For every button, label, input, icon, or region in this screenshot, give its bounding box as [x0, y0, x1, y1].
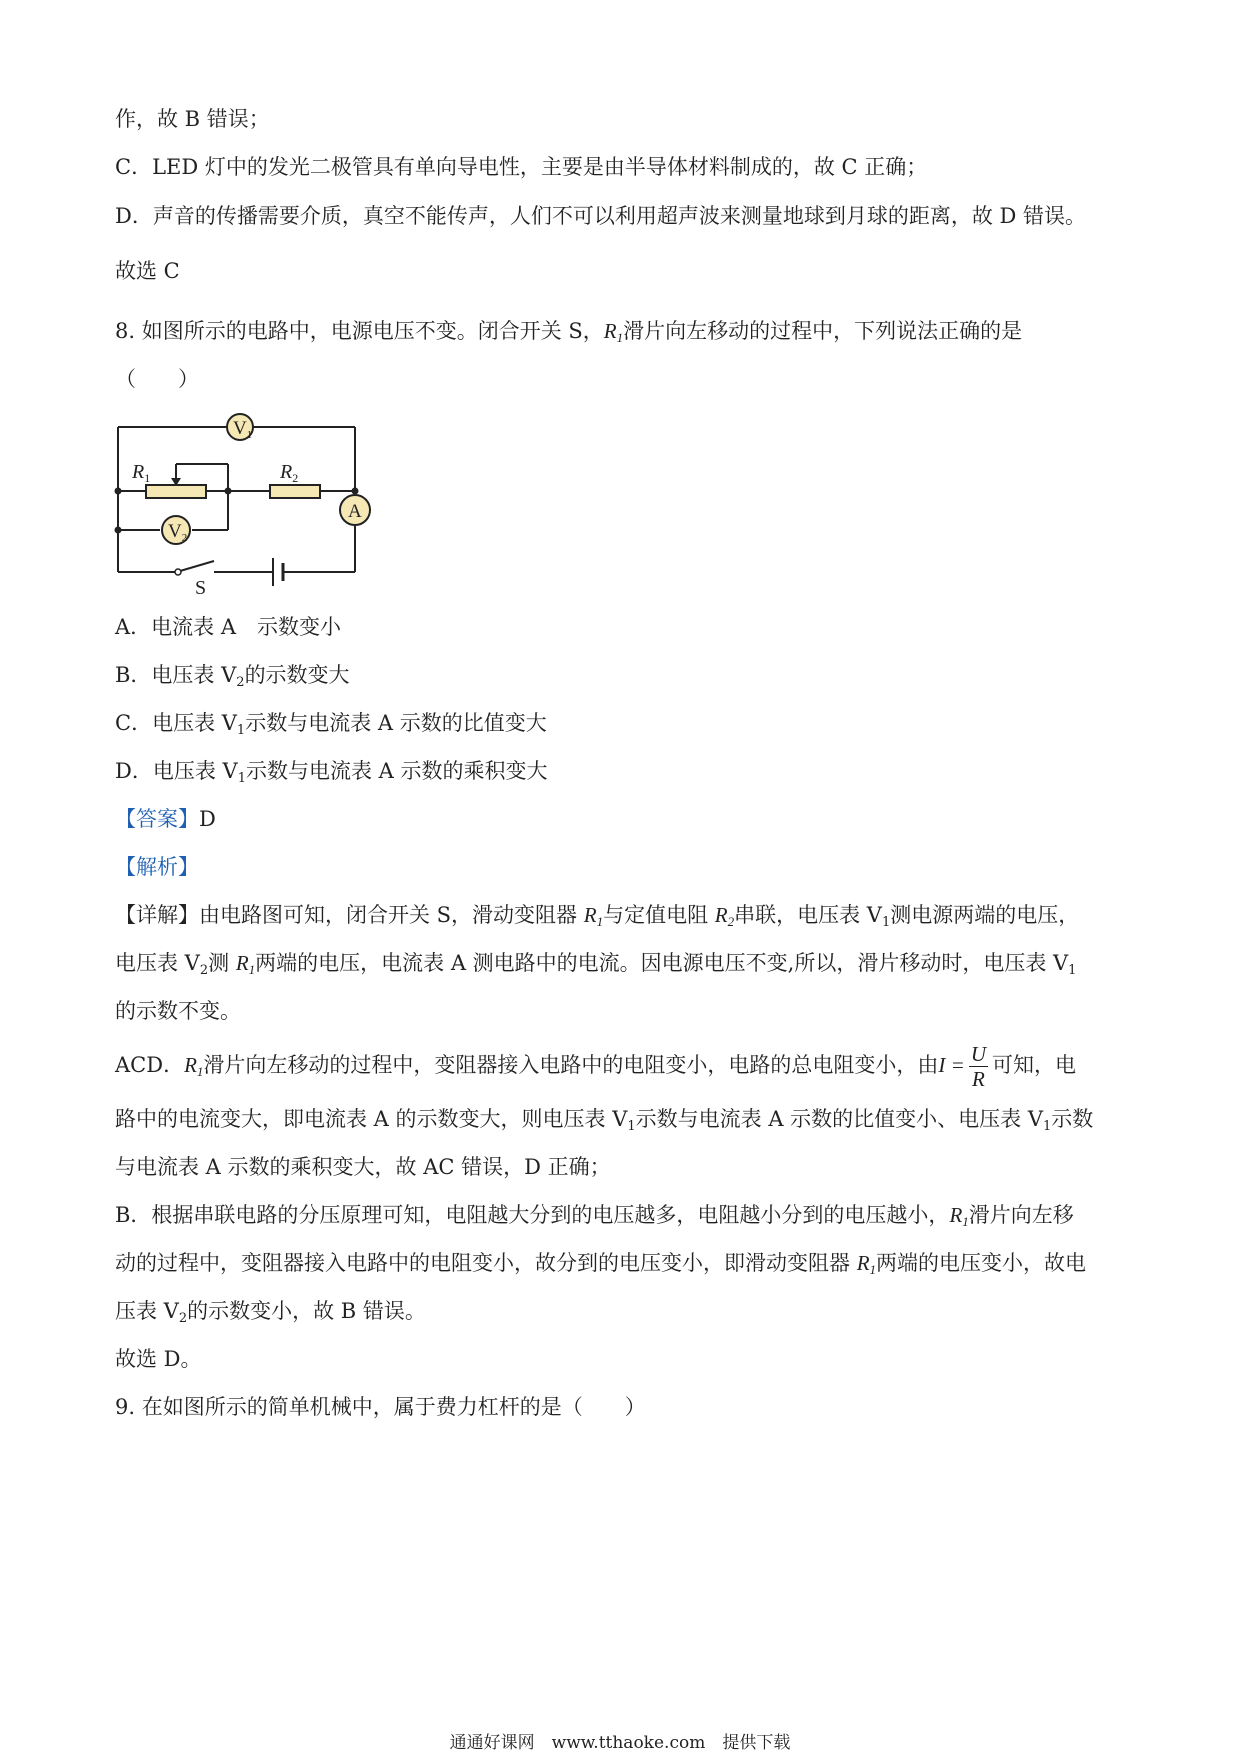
- formula-fraction: $\frac{U}{R}$: [970, 1042, 986, 1091]
- q8-stem: [115, 316, 1022, 353]
- q8-acd-line2: 路中的电流变大，即电流表 A 的示数变大，则电压表 $V_1$示数与电流表 A 示数的比值变小、电压表 $V_1$示数: [115, 1107, 1094, 1134]
- q8-acd-line1: ACD．$R_1$滑片向左移动的过程中，变阻器接入电路中的电阻变小，电路的总电阻变小，由I = $\frac{U}{R}$ 可知，电: [115, 1042, 1076, 1091]
- s-label: S: [195, 577, 207, 598]
- q8-option-c: C．电压表 $V_1$示数与电流表 A 示数的比值变大: [115, 711, 547, 738]
- q8-paren: （ ）: [115, 367, 199, 391]
- q8-option-b: B．电压表 $V_2$的示数变大: [115, 663, 350, 690]
- switch-s: [175, 569, 181, 575]
- q8-acd-line3: 与电流表 A 示数的乘积变大，故 AC 错误，D 正确；: [115, 1155, 611, 1179]
- resistor-r1: [146, 485, 206, 498]
- r1-label: $R_1$: [132, 461, 151, 485]
- v2-label: $V_2$: [168, 521, 188, 544]
- prev-line: 作，故 B 错误；: [115, 107, 270, 131]
- v1-label: $V_1$: [233, 418, 253, 441]
- q8-detail-line2: 电压表 $V_2$测 $R_1$两端的电压，电流表 A 测电路中的电流。因电源电压不变,所以，滑片移动时，电压表 $V_1$: [115, 951, 1077, 978]
- page-footer: 通通好课网 www.tthaoke.com 提供下载: [449, 1733, 791, 1753]
- q8-b-line2: 动的过程中，变阻器接入电路中的电阻变小，故分到的电压变小，即滑动变阻器 $R_1$两端的电压变小，故电: [115, 1251, 1087, 1277]
- prev-conclusion: 故选 C: [115, 259, 180, 283]
- circuit-diagram: [110, 408, 380, 598]
- q9-stem: 9. 在如图所示的简单机械中，属于费力杠杆的是（ ）: [115, 1395, 646, 1419]
- q8-option-d: D．电压表 $V_1$示数与电流表 A 示数的乘积变大: [115, 759, 548, 786]
- prev-option-d: D．声音的传播需要介质，真空不能传声，人们不可以利用超声波来测量地球到月球的距离，故 D 错误。: [115, 204, 1087, 228]
- q8-b-line3: 压表 $V_2$的示数变小，故 B 错误。: [115, 1299, 426, 1326]
- q8-detail-line1: 【详解】由电路图可知，闭合开关 S，滑动变阻器 $R_1$与定值电阻 $R_2$串联，电压表 $V_1$测电源两端的电压，: [115, 903, 1080, 930]
- a-label: A: [348, 501, 362, 522]
- resistor-r2: [270, 485, 320, 498]
- q8-b-line1: B．根据串联电路的分压原理可知，电阻越大分到的电压越多，电阻越小分到的电压越小，$R_1$滑片向左移: [115, 1203, 1074, 1229]
- q8-conclusion: 故选 D。: [115, 1347, 202, 1371]
- r2-label: $R_2$: [280, 461, 299, 485]
- q8-detail-line3: 的示数不变。: [115, 999, 241, 1023]
- q8-stem-pre: 8. 如图所示的电路中，电源电压不变。闭合开关 S，: [115, 319, 604, 343]
- q8-analysis-heading: 【解析】: [115, 855, 199, 879]
- q8-option-a: A．电流表 A 示数变小: [115, 615, 342, 639]
- q8-answer: 【答案】D: [115, 807, 216, 831]
- q8-stem-post: 滑片向左移动的过程中，下列说法正确的是: [623, 319, 1023, 343]
- r1-symbol: $R_1$: [603, 319, 624, 345]
- prev-option-c: C．LED 灯中的发光二极管具有单向导电性，主要是由半导体材料制成的，故 C 正确；: [115, 155, 928, 179]
- formula-lhs: I =: [938, 1053, 965, 1077]
